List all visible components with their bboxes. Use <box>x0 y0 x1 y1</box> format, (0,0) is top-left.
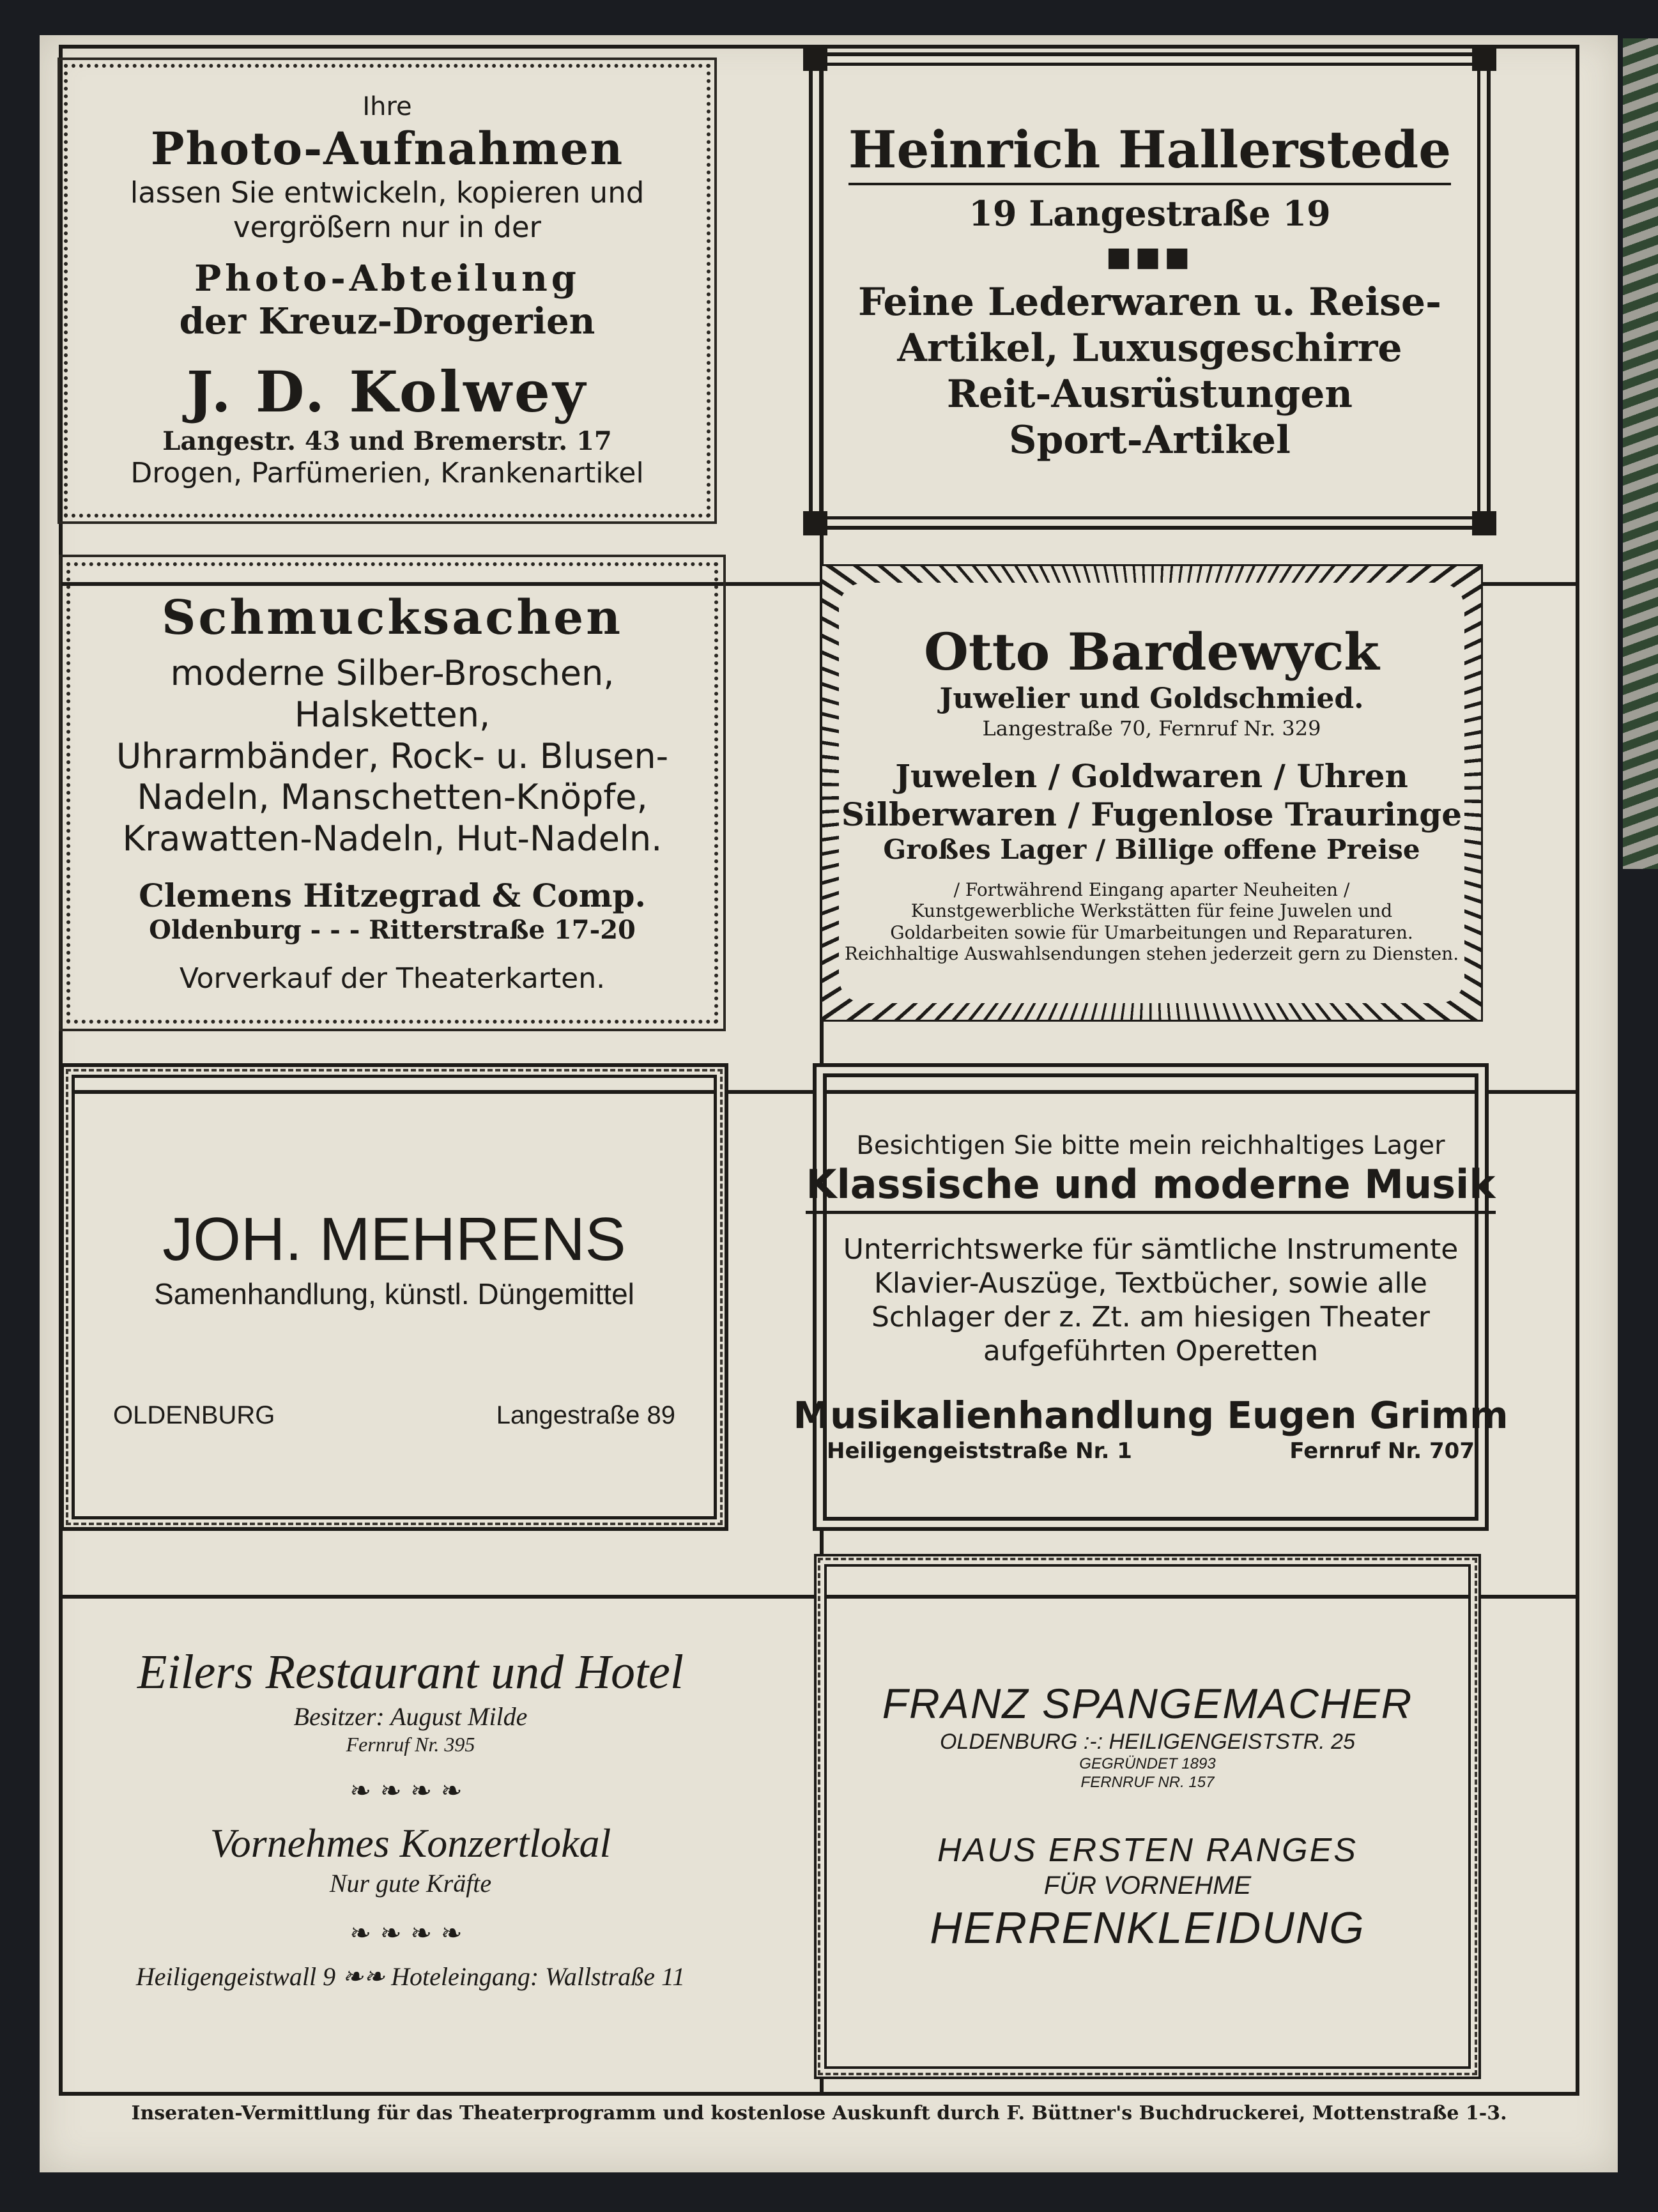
bardewyck-subtitle: Juwelier und Goldschmied. <box>939 682 1364 716</box>
hallerstede-line3: Reit-Ausrüstungen <box>946 372 1353 417</box>
hitzegrad-note: Vorverkauf der Theaterkarten. <box>179 962 606 995</box>
kolwey-line6: der Kreuz-Drogerien <box>179 300 595 342</box>
hallerstede-divider: ■■■ <box>1105 240 1194 272</box>
corner-ornament <box>803 511 827 535</box>
grimm-phone: Fernruf Nr. 707 <box>1289 1438 1475 1464</box>
kolwey-address: Langestr. 43 und Bremerstr. 17 <box>162 426 612 456</box>
eilers-ornament: ❧❧❧❧ <box>349 1919 472 1949</box>
hitzegrad-line4: Nadeln, Manschetten-Knöpfe, <box>137 777 648 818</box>
spangemacher-line3: HERRENKLEIDUNG <box>930 1902 1365 1953</box>
hitzegrad-line5: Krawatten-Nadeln, Hut-Nadeln. <box>122 818 663 859</box>
kolwey-headline: Photo-Aufnahmen <box>150 121 624 175</box>
ad-hallerstede <box>819 63 1480 519</box>
eilers-address: Heiligengeistwall 9 ❧❧ Hoteleingang: Wallstraße 11 <box>135 1962 686 1992</box>
hitzegrad-address: Oldenburg - - - Ritterstraße 17-20 <box>149 914 636 945</box>
hallerstede-name: Heinrich Hallerstede <box>848 119 1451 185</box>
hallerstede-address: 19 Langestraße 19 <box>969 192 1331 234</box>
spangemacher-address: OLDENBURG :-: HEILIGENGEISTSTR. 25 <box>940 1730 1355 1755</box>
mehrens-footer-row <box>75 1401 714 1430</box>
eilers-ornament: ❧❧❧❧ <box>349 1776 472 1806</box>
hitzegrad-line1: moderne Silber-Broschen, <box>170 653 615 693</box>
hitzegrad-title: Schmucksachen <box>161 590 624 646</box>
spangemacher-line2: FÜR VORNEHME <box>1043 1871 1252 1900</box>
bardewyck-line1: Juwelen / Goldwaren / Uhren <box>895 757 1408 795</box>
ad-bardewyck <box>820 564 1483 1022</box>
eilers-line2: Nur gute Kräfte <box>329 1869 492 1898</box>
eilers-owner: Besitzer: August Milde <box>293 1702 528 1731</box>
spangemacher-name: FRANZ SPANGEMACHER <box>882 1680 1413 1728</box>
hitzegrad-line3: Uhrarmbänder, Rock- u. Blusen- <box>116 735 669 776</box>
kolwey-line3: lassen Sie entwickeln, kopieren und <box>130 175 645 210</box>
hitzegrad-line2: Halsketten, <box>294 694 491 735</box>
footer-text: Inseraten-Vermittlung für das Theaterprogramm und kostenlose Auskunft durch F. Büttner's Buchdruckerei, Mottenstraße 1-3. <box>131 2102 1507 2124</box>
page-footer <box>59 2102 1579 2125</box>
hallerstede-line1: Feine Lederwaren u. Reise- <box>858 280 1441 325</box>
bardewyck-line4: / Fortwährend Eingang aparter Neuheiten / <box>953 879 1350 900</box>
next-page-edge <box>1623 38 1658 869</box>
spangemacher-line1: HAUS ERSTEN RANGES <box>937 1831 1358 1869</box>
grimm-name: Musikalienhandlung Eugen Grimm <box>793 1394 1508 1438</box>
grimm-line3: Unterrichtswerke für sämtliche Instrumente <box>843 1233 1459 1266</box>
ad-mehrens <box>72 1075 717 1519</box>
hallerstede-line2: Artikel, Luxusgeschirre <box>897 326 1402 371</box>
grimm-line1: Besichtigen Sie bitte mein reichhaltiges Lager <box>856 1130 1445 1160</box>
bardewyck-line2: Silberwaren / Fugenlose Trauringe <box>841 795 1462 834</box>
hallerstede-line4: Sport-Artikel <box>1009 418 1291 463</box>
grimm-line5: Schlager der z. Zt. am hiesigen Theater <box>871 1300 1430 1333</box>
eilers-line1: Vornehmes Konzertlokal <box>210 1820 611 1866</box>
kolwey-line5: Photo-Abteilung <box>194 257 580 300</box>
corner-ornament <box>1472 47 1496 71</box>
kolwey-company: J. D. Kolwey <box>186 358 588 425</box>
kolwey-line1: Ihre <box>362 91 412 121</box>
eilers-name: Eilers Restaurant und Hotel <box>137 1645 684 1699</box>
corner-ornament <box>803 47 827 71</box>
hitzegrad-company: Clemens Hitzegrad & Comp. <box>139 876 646 914</box>
bardewyck-line5: Kunstgewerbliche Werkstätten für feine Juwelen und <box>910 900 1393 922</box>
kolwey-line4: vergrößern nur in der <box>233 210 542 244</box>
bardewyck-line3: Großes Lager / Billige offene Preise <box>883 834 1420 866</box>
eilers-phone: Fernruf Nr. 395 <box>346 1733 475 1756</box>
spangemacher-phone: FERNRUF NR. 157 <box>1080 1773 1215 1791</box>
bardewyck-panel <box>839 583 1464 1003</box>
ad-spangemacher <box>824 1564 1471 2069</box>
mehrens-name: JOH. MEHRENS <box>162 1205 626 1274</box>
bardewyck-line6: Goldarbeiten sowie für Umarbeitungen und Reparaturen. <box>890 921 1413 943</box>
grimm-address: Heiligengeiststraße Nr. 1 <box>827 1438 1132 1464</box>
spangemacher-founded: GEGRÜNDET 1893 <box>1079 1755 1216 1772</box>
grimm-line6: aufgeführten Operetten <box>983 1334 1319 1367</box>
grimm-headline: Klassische und moderne Musik <box>806 1161 1495 1214</box>
mehrens-address: Langestraße 89 <box>496 1401 675 1429</box>
mehrens-subtitle: Samenhandlung, künstl. Düngemittel <box>154 1277 634 1310</box>
ad-grimm <box>793 1073 1508 1521</box>
bardewyck-name: Otto Bardewyck <box>924 622 1379 682</box>
mehrens-city: OLDENBURG <box>113 1401 275 1429</box>
ad-eilers <box>64 1546 757 2089</box>
corner-ornament <box>1472 511 1496 535</box>
bardewyck-address: Langestraße 70, Fernruf Nr. 329 <box>982 716 1321 741</box>
ad-hitzegrad <box>66 562 718 1024</box>
bardewyck-line7: Reichhaltige Auswahlsendungen stehen jederzeit gern zu Diensten. <box>844 943 1459 965</box>
ad-kolwey <box>64 64 710 518</box>
grimm-line4: Klavier-Auszüge, Textbücher, sowie alle <box>873 1267 1428 1300</box>
grimm-footer-row <box>827 1438 1475 1464</box>
kolwey-products: Drogen, Parfümerien, Krankenartikel <box>130 456 644 489</box>
